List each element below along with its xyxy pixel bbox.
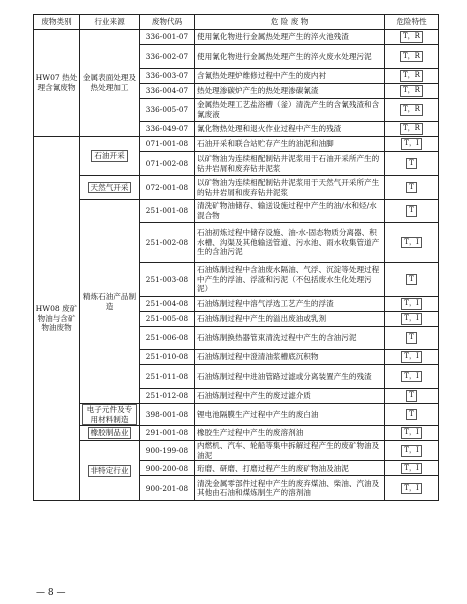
hazardous-waste-table bbox=[33, 14, 439, 501]
hazard-property bbox=[385, 441, 439, 461]
waste-description: 使用氰化物进行金属热处理产生的淬火废水处理污泥 bbox=[195, 45, 385, 69]
hazard-property bbox=[385, 312, 439, 327]
waste-description: 石油炼制换热器管束清洗过程中产生的含油污泥 bbox=[195, 327, 385, 350]
waste-category: HW08 废矿物油与含矿物油废物 bbox=[34, 137, 80, 501]
waste-description: 石油炼制过程中溶气浮选工艺产生的浮渣 bbox=[195, 297, 385, 312]
hazard-property-label: T，I bbox=[401, 483, 421, 495]
hazard-property-label: T，I bbox=[401, 463, 421, 475]
waste-code: 251-001-08 bbox=[140, 200, 195, 223]
waste-description: 以矿物油为连续相配制钻井泥浆用于天然气开采所产生的钻井岩屑和废弃钻井泥浆 bbox=[195, 176, 385, 200]
hazard-property bbox=[385, 389, 439, 404]
waste-description: 含氰热处理炉维修过程中产生的废内衬 bbox=[195, 69, 385, 84]
hazard-property-label: T，I bbox=[401, 313, 421, 325]
waste-description: 石油开采和联合站贮存产生的油泥和油脚 bbox=[195, 137, 385, 152]
hazard-property bbox=[385, 404, 439, 426]
waste-code: 336-049-07 bbox=[140, 122, 195, 137]
hazard-property bbox=[385, 176, 439, 200]
industry-source bbox=[80, 176, 140, 200]
waste-code: 336-002-07 bbox=[140, 45, 195, 69]
hazard-property-label: T，R bbox=[400, 31, 423, 43]
waste-code: 071-002-08 bbox=[140, 152, 195, 176]
hazard-property bbox=[385, 200, 439, 223]
hazard-property-label: T，I bbox=[401, 298, 421, 310]
industry-source-label: 天然气开采 bbox=[88, 182, 132, 194]
hazard-property-label: T bbox=[406, 332, 417, 344]
waste-code: 251-004-08 bbox=[140, 297, 195, 312]
hazard-property bbox=[385, 327, 439, 350]
hazard-property-label: T，I bbox=[401, 371, 421, 383]
waste-description: 石油炼制过程中产生的废过滤介质 bbox=[195, 389, 385, 404]
industry-source-label: 金属表面处理及热处理加工 bbox=[82, 73, 137, 92]
waste-description: 清洗矿物油储存、输送设施过程中产生的油/水和烃/水混合物 bbox=[195, 200, 385, 223]
industry-source bbox=[80, 30, 140, 137]
waste-code: 336-001-07 bbox=[140, 30, 195, 45]
waste-description: 石油炼制过程中进油管路过滤或分离装置产生的残渣 bbox=[195, 365, 385, 389]
waste-code: 900-201-08 bbox=[140, 476, 195, 501]
hazard-property bbox=[385, 426, 439, 441]
waste-code: 251-005-08 bbox=[140, 312, 195, 327]
industry-source-label: 石油开采 bbox=[91, 150, 127, 162]
waste-description: 使用氰化物进行金属热处理产生的淬火池残渣 bbox=[195, 30, 385, 45]
hazard-property bbox=[385, 152, 439, 176]
waste-description: 石油炼制过程中含油废水隔油、气浮、沉淀等处理过程中产生的浮油、浮渣和污泥（不包括废水生化处理污泥） bbox=[195, 263, 385, 297]
hazard-property-label: T，R bbox=[400, 70, 423, 82]
waste-description: 金属热处理工艺盐浴槽（釜）清洗产生的含氰残渣和含氰废液 bbox=[195, 99, 385, 122]
hazard-property-label: T bbox=[406, 274, 417, 286]
hazard-property-label: T bbox=[406, 158, 417, 170]
hazard-property-label: T bbox=[406, 205, 417, 217]
hazard-property-label: T，I bbox=[401, 237, 421, 249]
waste-category: HW07 热处理含氰废物 bbox=[34, 30, 80, 137]
waste-description: 石油炼制过程中澄清油浆槽底沉积物 bbox=[195, 350, 385, 365]
hazard-property-label: T，R bbox=[400, 51, 423, 63]
industry-source-label: 精炼石油产品制造 bbox=[82, 291, 137, 311]
hazard-property bbox=[385, 223, 439, 263]
table-row bbox=[34, 137, 439, 152]
hazard-property bbox=[385, 350, 439, 365]
table-body bbox=[34, 30, 439, 501]
hazard-property bbox=[385, 45, 439, 69]
hazard-property bbox=[385, 99, 439, 122]
industry-source-label: 非特定行业 bbox=[88, 465, 132, 477]
waste-code: 071-001-08 bbox=[140, 137, 195, 152]
hazard-property-label: T，R bbox=[400, 104, 423, 116]
hazard-property bbox=[385, 84, 439, 99]
waste-code: 251-006-08 bbox=[140, 327, 195, 350]
waste-description: 氰化物热处理和退火作业过程中产生的残渣 bbox=[195, 122, 385, 137]
hazard-property bbox=[385, 297, 439, 312]
table-row bbox=[34, 200, 439, 223]
waste-code: 251-003-08 bbox=[140, 263, 195, 297]
waste-description: 内燃机、汽车、轮船等集中拆解过程产生的废矿物油及油泥 bbox=[195, 441, 385, 461]
waste-description: 橡胶生产过程中产生的废溶剂油 bbox=[195, 426, 385, 441]
hazard-property bbox=[385, 30, 439, 45]
table-row bbox=[34, 176, 439, 200]
table-row bbox=[34, 404, 439, 426]
industry-source bbox=[80, 441, 140, 501]
waste-code: 336-003-07 bbox=[140, 69, 195, 84]
waste-code: 251-002-08 bbox=[140, 223, 195, 263]
waste-description: 热处理渗碳炉产生的热处理渗碳氰渣 bbox=[195, 84, 385, 99]
hazard-property-label: T，I bbox=[401, 351, 421, 363]
header-property: 危险特性 bbox=[385, 15, 439, 30]
waste-code: 251-010-08 bbox=[140, 350, 195, 365]
industry-source bbox=[80, 426, 140, 441]
industry-source bbox=[80, 137, 140, 176]
industry-source bbox=[80, 404, 140, 426]
waste-code: 900-199-08 bbox=[140, 441, 195, 461]
hazard-property bbox=[385, 122, 439, 137]
page-number: — 8 — bbox=[36, 588, 66, 598]
hazard-property-label: T，I bbox=[401, 427, 421, 439]
hazard-property-label: T，I bbox=[401, 445, 421, 457]
industry-source bbox=[80, 200, 140, 404]
hazard-property bbox=[385, 365, 439, 389]
waste-code: 336-004-07 bbox=[140, 84, 195, 99]
waste-code: 251-011-08 bbox=[140, 365, 195, 389]
table-row bbox=[34, 441, 439, 461]
waste-description: 石油初炼过程中储存设施、油-水-固态物质分离器、积水槽、沟渠及其他输送管道、污水池、雨水收集管道产生的含油污泥 bbox=[195, 223, 385, 263]
hazard-property-label: T，R bbox=[400, 85, 423, 97]
waste-description: 清洗金属零部件过程中产生的废弃煤油、柴油、汽油及其他由石油和煤炼制生产的溶剂油 bbox=[195, 476, 385, 501]
hazard-property-label: T bbox=[406, 409, 417, 421]
hazard-property-label: T bbox=[406, 390, 417, 402]
industry-source-label: 橡胶制品业 bbox=[88, 427, 132, 439]
waste-description: 珩磨、研磨、打磨过程产生的废矿物油及油泥 bbox=[195, 461, 385, 476]
table-header-row bbox=[34, 15, 439, 30]
header-source: 行业来源 bbox=[80, 15, 140, 30]
header-description: 危 险 废 物 bbox=[195, 15, 385, 30]
hazard-property bbox=[385, 263, 439, 297]
waste-code: 072-001-08 bbox=[140, 176, 195, 200]
waste-description: 锂电池隔膜生产过程中产生的废白油 bbox=[195, 404, 385, 426]
hazard-property bbox=[385, 476, 439, 501]
waste-code: 336-005-07 bbox=[140, 99, 195, 122]
table-row bbox=[34, 426, 439, 441]
hazard-property bbox=[385, 461, 439, 476]
header-code: 废物代码 bbox=[140, 15, 195, 30]
hazard-property-label: T，I bbox=[401, 138, 421, 150]
waste-description: 石油炼制过程中产生的溢出废油或乳剂 bbox=[195, 312, 385, 327]
table-row bbox=[34, 30, 439, 45]
hazard-property bbox=[385, 69, 439, 84]
waste-code: 251-012-08 bbox=[140, 389, 195, 404]
industry-source-label: 电子元件及专用材料制造 bbox=[82, 404, 137, 425]
waste-code: 900-200-08 bbox=[140, 461, 195, 476]
waste-code: 291-001-08 bbox=[140, 426, 195, 441]
waste-code: 398-001-08 bbox=[140, 404, 195, 426]
hazard-property bbox=[385, 137, 439, 152]
hazard-property-label: T bbox=[406, 182, 417, 194]
hazard-property-label: T，R bbox=[400, 123, 423, 135]
header-category: 废物类别 bbox=[34, 15, 80, 30]
waste-description: 以矿物油为连续相配制钻井泥浆用于石油开采所产生的钻井岩屑和废弃钻井泥浆 bbox=[195, 152, 385, 176]
